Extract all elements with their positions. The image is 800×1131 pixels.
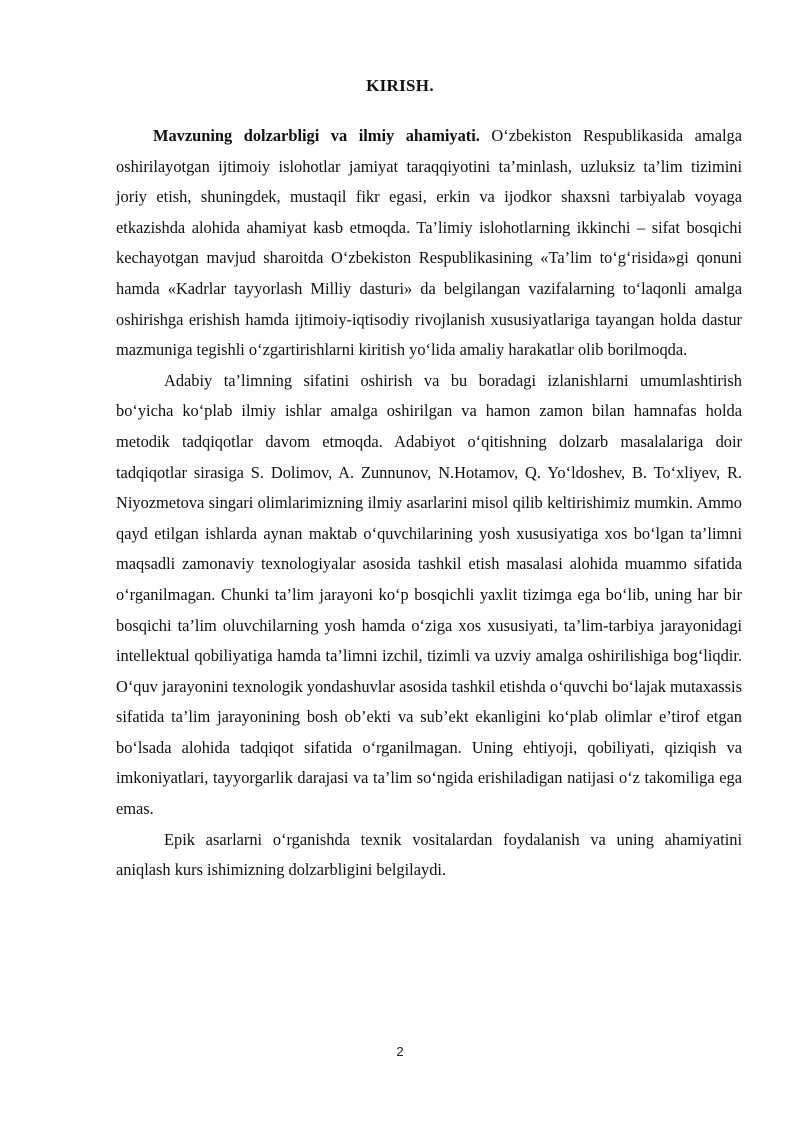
paragraph-relevance: [116, 121, 742, 366]
paragraph-text: Epik asarlarni o‘rganishda texnik vositalardan foydalanish va uning ahamiyatini aniqlash kurs ishimizning dolzarbligini belgilaydi.: [116, 829, 742, 880]
paragraph-literary-education: [116, 366, 742, 825]
paragraph-text: O‘zbekiston Respublikasida amalga oshirilayotgan ijtimoiy islohotlar jamiyat taraqqiyotini ta’minlash, uzluksiz ta’lim tizimini joriy etish, shuningdek, mustaqil fikr egasi, erkin va ijodkor shaxsni tarbiyalab voyaga etkazishda alohida ahamiyat kasb etmoqda. Ta’limiy islohotlarning ikkinchi – sifat bosqichi kechayotgan mavjud sharoitda O‘zbekiston Respublikasining «Ta’lim to‘g‘risida»gi qonuni hamda «Kadrlar tayyorlash Milliy dasturi» da belgilangan vazifalarning to‘laqonli amalga oshirishga erishish hamda ijtimoiy-iqtisodiy rivojlanish xususiyatlariga tayangan holda dastur mazmuniga tegishli o‘zgartirishlarni kiritish yo‘lida amaliy harakatlar olib borilmoqda.: [116, 126, 742, 360]
body-text: [116, 121, 742, 886]
paragraph-epic-works: [116, 825, 742, 886]
page-number: 2: [396, 1044, 404, 1059]
paragraph-text: Adabiy ta’limning sifatini oshirish va bu boradagi izlanishlarni umumlashtirish bo‘yicha ko‘plab ilmiy ishlar amalga oshirilgan va hamon zamon bilan hamnafas holda metodik tadqiqotlar davom etmoqda. Adabiyot o‘qitishning dolzarb masalalariga doir tadqiqotlar sirasiga S. Dolimov, A. Zunnunov, N.Hotamov, Q. Yo‘ldoshev, B. To‘xliyev, R. Niyozmetova singari olimlarimizning ilmiy asarlarini misol qilib keltirishimiz mumkin. Ammo qayd etilgan ishlarda aynan maktab o‘quvchilarining yosh xususiyatiga xos bo‘lgan ta’limni maqsadli zamonaviy texnologiyalar asosida tashkil etish masalasi alohida muammo sifatida o‘rganilmagan. Chunki ta’lim jarayoni ko‘p bosqichli yaxlit tizimga ega bo‘lib, uning har bir bosqichi ta’lim oluvchilarning yosh hamda o‘ziga xos xususiyati, ta’lim-tarbiya jarayonidagi intellektual qobiliyatiga hamda ta’limni izchil, tizimli va uzviy amalga oshirilishiga bog‘liqdir. O‘quv jarayonini texnologik yondashuvlar asosida tashkil etishda o‘quvchi bo‘lajak mutaxassis sifatida ta’lim jarayonining bosh ob’ekti va sub’ekt ekanligini ko‘plab olimlar e’tirof etgan bo‘lsada alohida tadqiqot sifatida o‘rganilmagan. Uning ehtiyoji, qobiliyati, qiziqish va imkoniyatlari, tayyorgarlik darajasi va ta’lim so‘ngida erishiladigan natijasi o‘z takomiliga ega emas.: [116, 370, 742, 819]
paragraph-lead-heading: Mavzuning dolzarbligi va ilmiy ahamiyati.: [153, 126, 480, 145]
page-title: KIRISH.: [366, 76, 434, 95]
